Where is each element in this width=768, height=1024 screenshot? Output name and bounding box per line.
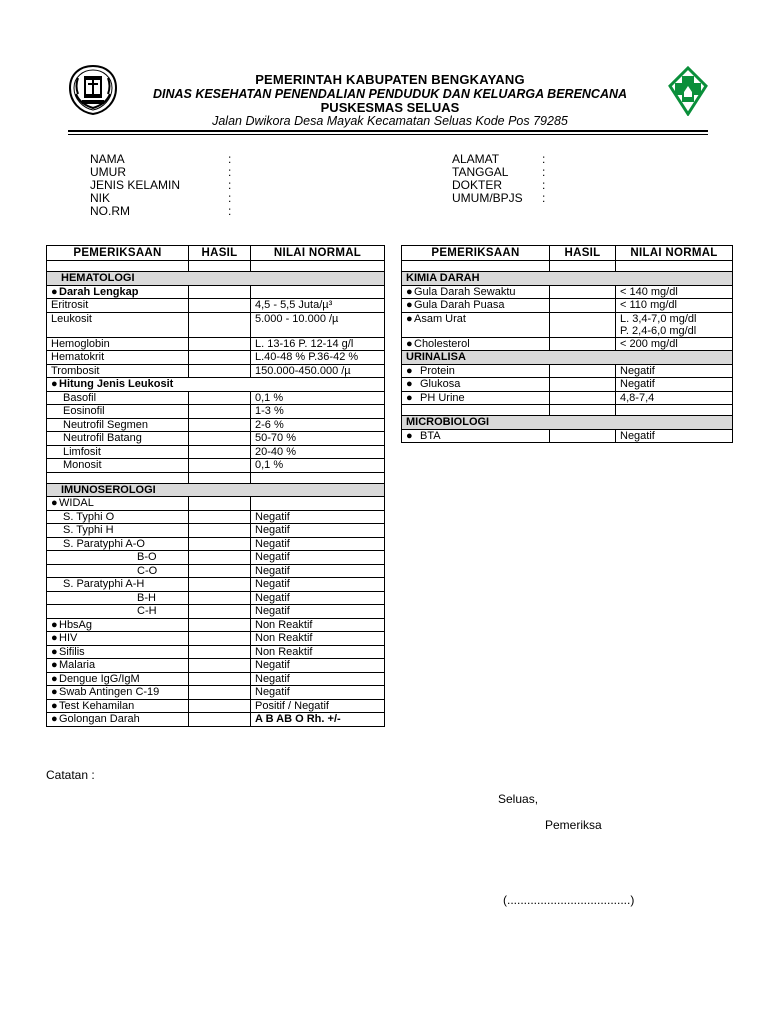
bullet-icon: ● [406, 299, 413, 311]
table-row: ●HIV Non Reaktif [47, 632, 385, 646]
result-cell[interactable] [189, 591, 251, 605]
header-divider [68, 130, 708, 132]
spacer-row [402, 405, 733, 416]
subsection-darah-lengkap: ●Darah Lengkap [47, 285, 385, 299]
header-puskesmas: PUSKESMAS SELUAS [320, 100, 460, 115]
header-agency: DINAS KESEHATAN PENENDALIAN PENDUDUK DAN KELUARGA BERENCANA [152, 87, 628, 101]
result-cell[interactable] [189, 564, 251, 578]
signer-label: Pemeriksa [545, 818, 602, 832]
bullet-icon: ● [51, 713, 58, 725]
table-row: ● Protein Negatif [402, 364, 733, 378]
result-cell[interactable] [550, 378, 616, 392]
result-cell[interactable] [189, 432, 251, 446]
section-kimia-darah: KIMIA DARAH [402, 272, 733, 286]
column-header-result: HASIL [189, 246, 251, 261]
spacer-row [47, 261, 385, 272]
section-microbiologi: MICROBIOLOGI [402, 416, 733, 430]
table-row: Monosit 0,1 % [47, 459, 385, 473]
patient-info-right [452, 153, 545, 205]
result-cell[interactable] [189, 418, 251, 432]
bullet-icon: ● [51, 699, 58, 712]
result-cell[interactable] [189, 299, 251, 313]
bullet-icon: ● [51, 659, 58, 671]
result-cell[interactable] [189, 578, 251, 592]
spacer-row [402, 261, 733, 272]
table-row: Limfosit 20-40 % [47, 445, 385, 459]
patient-field-dokter: DOKTER : [452, 178, 546, 192]
table-row: Trombosit 150.000-450.000 /µ [47, 364, 385, 378]
result-cell[interactable] [189, 445, 251, 459]
patient-field-alamat: ALAMAT : [452, 152, 546, 166]
table-row: ●HbsAg Non Reaktif [47, 618, 385, 632]
bullet-icon: ● [406, 312, 413, 325]
table-row: ● BTA Negatif [402, 429, 733, 443]
result-cell[interactable] [550, 285, 616, 299]
column-header-exam: PEMERIKSAAN [402, 246, 550, 261]
bullet-icon: ● [51, 497, 58, 509]
bullet-icon: ● [406, 378, 413, 390]
subsection-hitung-jenis: ●Hitung Jenis Leukosit [47, 378, 385, 392]
patient-field-nik: NIK : [90, 191, 232, 205]
table-row: ●Sifilis Non Reaktif [47, 645, 385, 659]
result-cell[interactable] [189, 391, 251, 405]
section-urinalisa: URINALISA [402, 351, 733, 365]
signature-line[interactable]: (.....................................) [503, 893, 635, 907]
patient-field-jenis-kelamin: JENIS KELAMIN : [90, 178, 232, 192]
result-cell[interactable] [189, 497, 251, 511]
result-cell[interactable] [189, 524, 251, 538]
table-row: ●Gula Darah Puasa < 110 mg/dl [402, 299, 733, 313]
result-cell[interactable] [189, 699, 251, 713]
table-row: S. Paratyphi A-H Negatif [47, 578, 385, 592]
table-row: B-H Negatif [47, 591, 385, 605]
table-row: ●Malaria Negatif [47, 659, 385, 673]
result-cell[interactable] [189, 713, 251, 727]
column-header-result: HASIL [550, 246, 616, 261]
table-row: ●Swab Antingen C-19 Negatif [47, 686, 385, 700]
bullet-icon: ● [51, 686, 58, 698]
patient-field-nama: NAMA : [90, 152, 232, 166]
bullet-icon: ● [51, 672, 58, 685]
column-header-normal: NILAI NORMAL [251, 246, 385, 261]
result-cell[interactable] [550, 364, 616, 378]
section-hematologi: HEMATOLOGI [47, 272, 385, 286]
patient-field-tanggal: TANGGAL : [452, 165, 546, 179]
table-row: Neutrofil Batang 50-70 % [47, 432, 385, 446]
spacer-row [47, 472, 385, 483]
header-government: PEMERINTAH KABUPATEN BENGKAYANG [255, 72, 525, 87]
table-row: Eosinofil 1-3 % [47, 405, 385, 419]
table-row: ●Golongan Darah A B AB O Rh. +/- [47, 713, 385, 727]
table-row: B-O Negatif [47, 551, 385, 565]
table-row: C-O Negatif [47, 564, 385, 578]
result-cell[interactable] [189, 337, 251, 351]
result-cell[interactable] [550, 337, 616, 351]
subsection-widal: ●WIDAL [47, 497, 385, 511]
header-divider-thin [68, 134, 708, 135]
result-cell[interactable] [189, 285, 251, 299]
table-row: ● PH Urine 4,8-7,4 [402, 391, 733, 405]
result-cell[interactable] [189, 659, 251, 673]
result-cell[interactable] [189, 510, 251, 524]
result-cell[interactable] [189, 537, 251, 551]
table-row: ●Gula Darah Sewaktu < 140 mg/dl [402, 285, 733, 299]
patient-info-left [90, 153, 231, 218]
table-row: ● Glukosa Negatif [402, 378, 733, 392]
lab-table-right [401, 245, 733, 443]
section-imunoserologi: IMUNOSEROLOGI [47, 483, 385, 497]
result-cell[interactable] [550, 312, 616, 337]
result-cell[interactable] [189, 686, 251, 700]
table-row: ●Cholesterol < 200 mg/dl [402, 337, 733, 351]
bullet-icon: ● [51, 618, 58, 631]
patient-field-umur: UMUR : [90, 165, 232, 179]
result-cell[interactable] [189, 312, 251, 337]
table-row: S. Typhi H Negatif [47, 524, 385, 538]
table-row: Hemoglobin L. 13-16 P. 12-14 g/l [47, 337, 385, 351]
table-row: S. Typhi O Negatif [47, 510, 385, 524]
place-label: Seluas, [498, 792, 539, 806]
result-cell[interactable] [189, 645, 251, 659]
table-header-row [47, 246, 385, 261]
lab-table-left [46, 245, 385, 727]
table-row: Hematokrit L.40-48 % P.36-42 % [47, 351, 385, 365]
result-cell[interactable] [189, 605, 251, 619]
result-cell[interactable] [189, 551, 251, 565]
bullet-icon: ● [406, 429, 413, 442]
bullet-icon: ● [51, 378, 58, 390]
header-address: Jalan Dwikora Desa Mayak Kecamatan Seluas Kode Pos 79285 [212, 114, 568, 128]
bullet-icon: ● [406, 391, 413, 404]
result-cell[interactable] [189, 405, 251, 419]
bullet-icon: ● [51, 645, 58, 658]
result-cell[interactable] [189, 672, 251, 686]
regency-emblem-icon [66, 64, 120, 116]
table-row: ●Dengue IgG/IgM Negatif [47, 672, 385, 686]
bullet-icon: ● [51, 632, 58, 644]
result-cell[interactable] [550, 429, 616, 443]
puskesmas-logo-icon [668, 66, 708, 116]
notes-label: Catatan : [46, 768, 95, 782]
bullet-icon: ● [51, 285, 58, 298]
table-row: Eritrosit 4,5 - 5,5 Juta/µ³ [47, 299, 385, 313]
table-row: C-H Negatif [47, 605, 385, 619]
bullet-icon: ● [406, 285, 413, 298]
result-cell[interactable] [189, 618, 251, 632]
table-row: Leukosit 5.000 - 10.000 /µ [47, 312, 385, 337]
result-cell[interactable] [550, 391, 616, 405]
table-row: ●Asam Urat L. 3,4-7,0 mg/dl P. 2,4-6,0 mg/dl [402, 312, 733, 337]
result-cell[interactable] [189, 632, 251, 646]
patient-field-umum-bpjs: UMUM/BPJS : [452, 191, 546, 205]
result-cell[interactable] [189, 459, 251, 473]
table-row: Neutrofil Segmen 2-6 % [47, 418, 385, 432]
table-row: Basofil 0,1 % [47, 391, 385, 405]
result-cell[interactable] [189, 364, 251, 378]
table-row: S. Paratyphi A-O Negatif [47, 537, 385, 551]
result-cell[interactable] [189, 351, 251, 365]
column-header-exam: PEMERIKSAAN [47, 246, 189, 261]
table-row: ●Test Kehamilan Positif / Negatif [47, 699, 385, 713]
result-cell[interactable] [550, 299, 616, 313]
patient-field-norm: NO.RM : [90, 204, 232, 218]
bullet-icon: ● [406, 364, 413, 377]
bullet-icon: ● [406, 337, 413, 350]
column-header-normal: NILAI NORMAL [616, 246, 733, 261]
table-header-row [402, 246, 733, 261]
